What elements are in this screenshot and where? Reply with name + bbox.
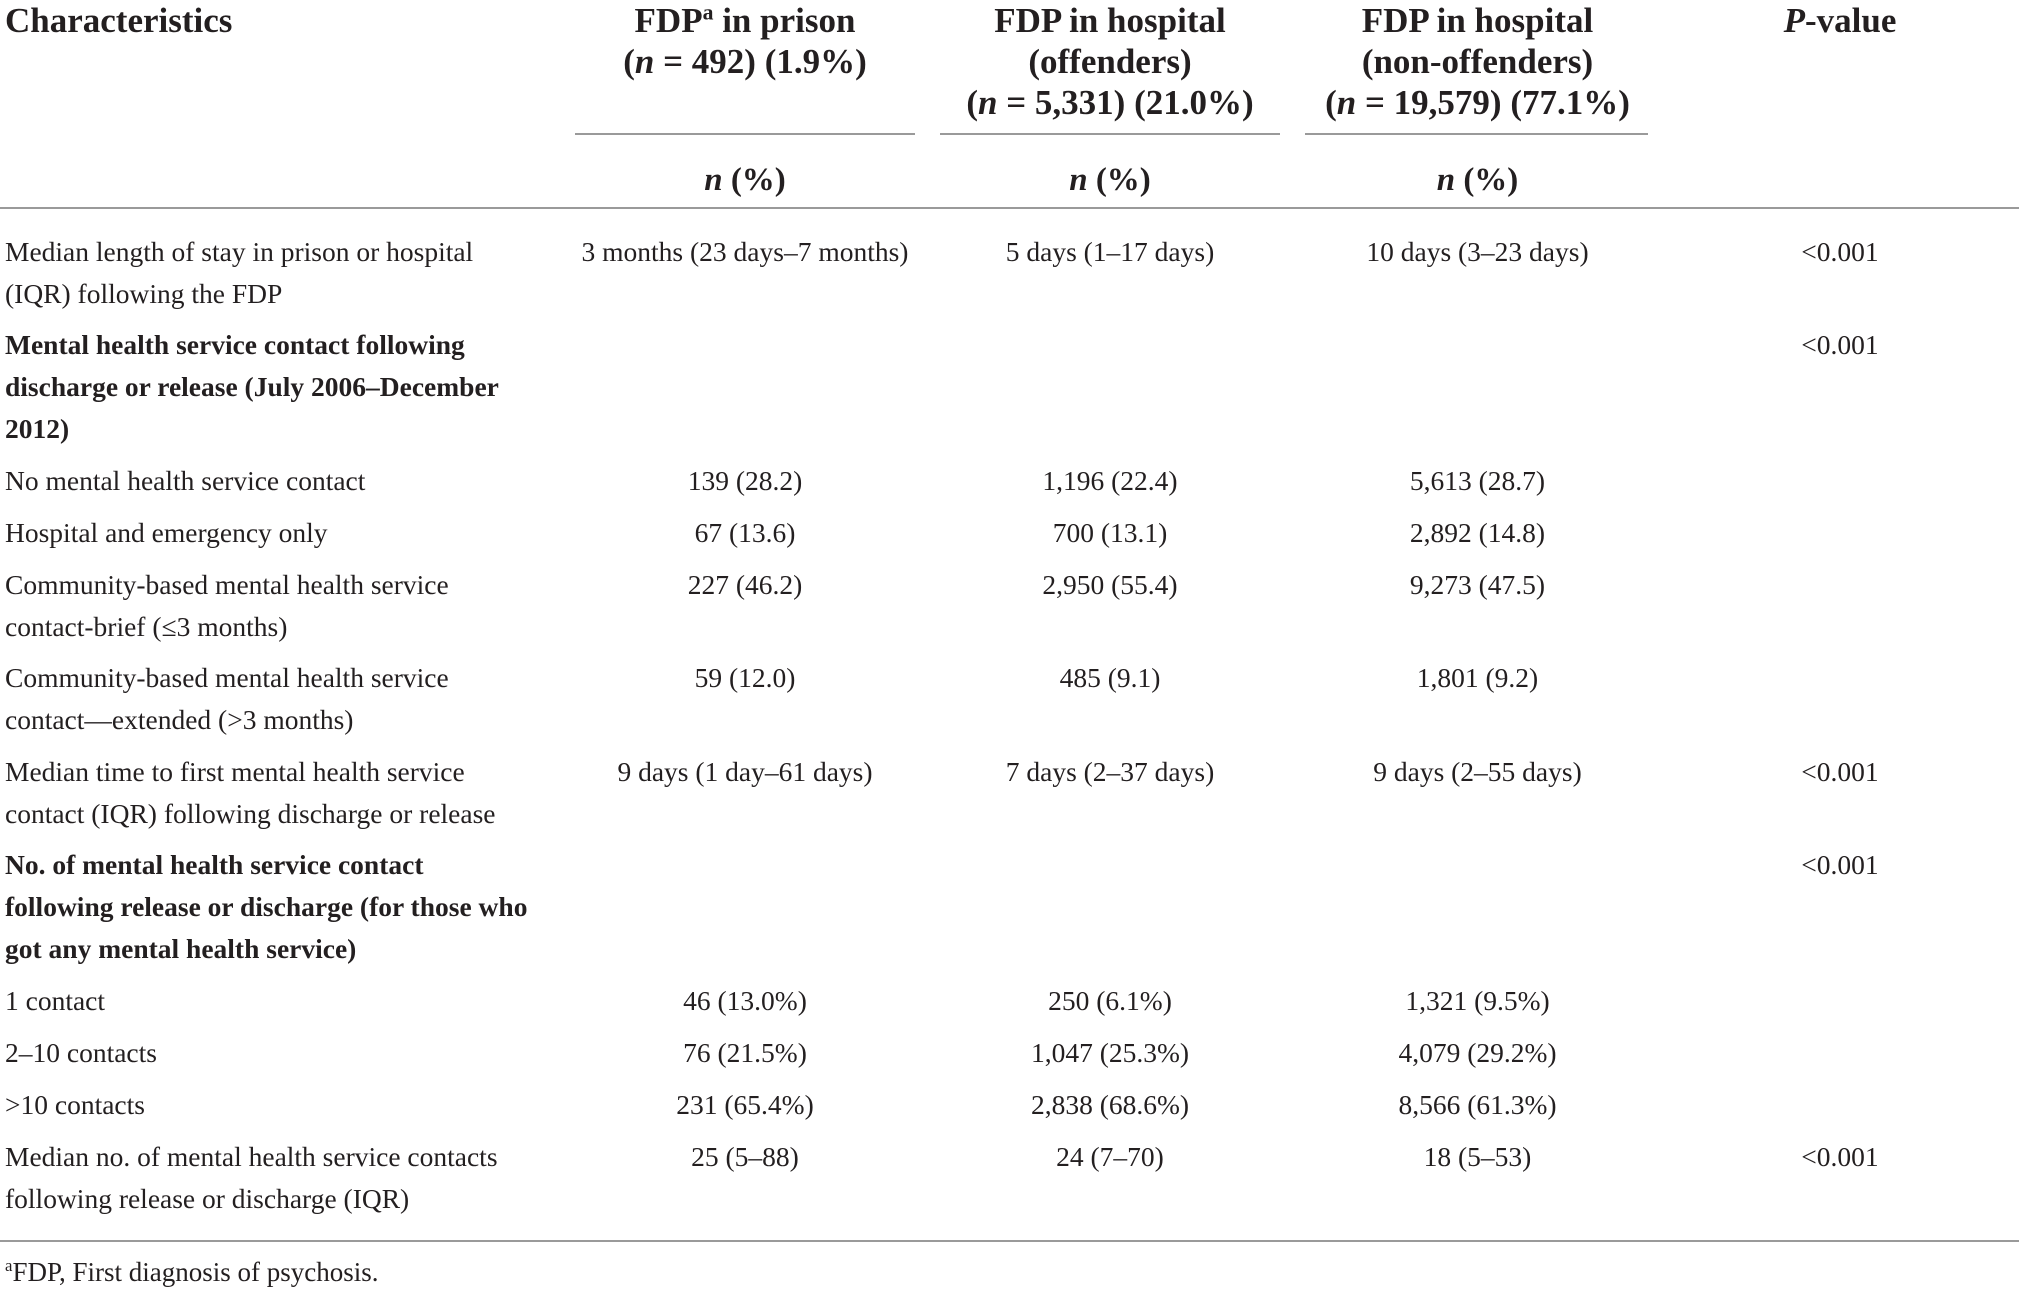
header-p-value: P-value: [1783, 1, 1897, 40]
subheader-n-pct-nonoffenders: n (%): [1436, 162, 1519, 198]
header-col-hospital-nonoffenders: FDP in hospital (non-offenders) (n = 19,579) (77.1%): [1325, 1, 1630, 122]
header-bottom-rule: [0, 207, 2019, 209]
subheader-n-pct-prison: n (%): [704, 162, 786, 198]
header-col-prison: FDP$^a$ in prison (n = 492) (1.9%): [623, 0, 867, 81]
header-rule-offenders: [940, 133, 1280, 135]
header-characteristics: Characteristics: [5, 1, 233, 40]
subheader-n-pct-offenders: n (%): [1069, 162, 1151, 198]
header-rule-nonoffenders: [1305, 133, 1648, 135]
header-rule-prison: [575, 133, 915, 135]
table-bottom-rule: [0, 1240, 2019, 1242]
footnote: $^a$FDP, First diagnosis of psychosis.: [5, 1256, 379, 1287]
header-col-hospital-offenders: FDP in hospital (offenders) (n = 5,331) (21.0%): [966, 1, 1254, 122]
